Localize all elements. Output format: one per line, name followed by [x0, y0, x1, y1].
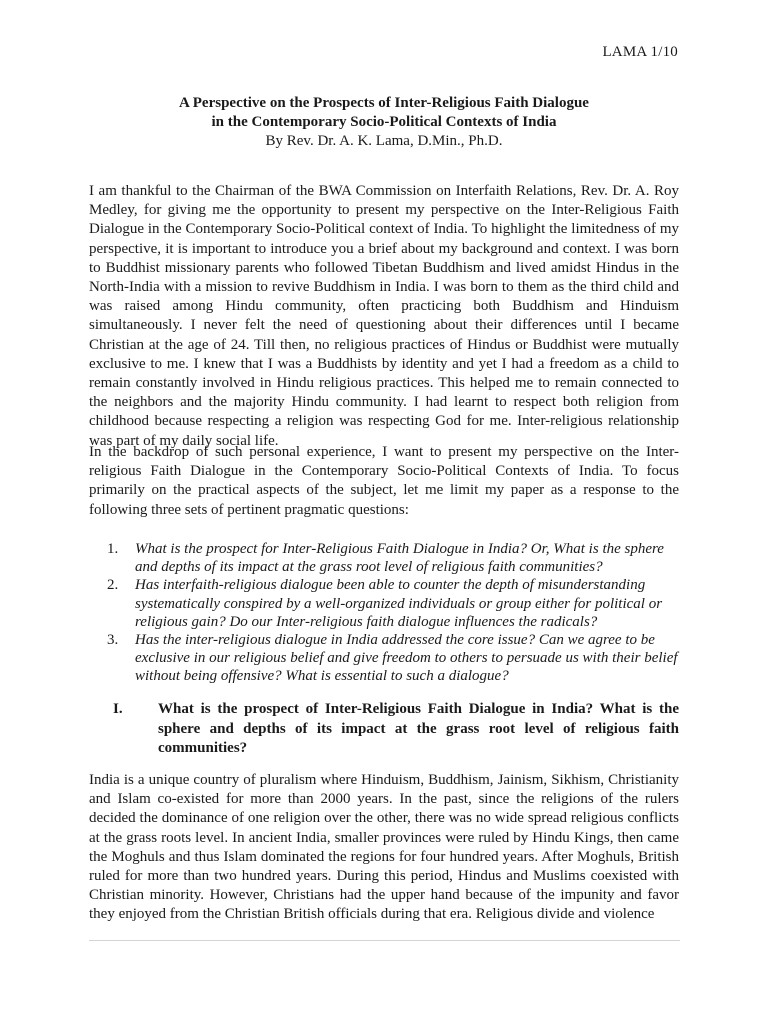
section-number: I.: [113, 701, 123, 717]
backdrop-paragraph: In the backdrop of such personal experience, I want to present my perspective on the Inter-religious Faith Dialogue in the Contemporary Socio-Political Contexts of India. To focus primarily on the practical aspects of the subject, let me limit my paper as a response to the following three sets of pertinent pragmatic questions:: [89, 444, 679, 518]
intro-paragraph: I am thankful to the Chairman of the BWA Commission on Interfaith Relations, Rev. Dr. A. Roy Medley, for giving me the opportunity to present my perspective on the Inter-Religious Faith Dialogue in the Contemporary Socio-Political context of India. To highlight the limitedness of my perspective, it is important to introduce you a brief about my background and context. I was born to Buddhist missionary parents who followed Tibetan Buddhism and lived amidst Hindus in the North-India with a mission to revive Buddhism in India. I was born to them as the third child and was raised among Hindu community, often practicing both Buddhism and Hinduism simultaneously. I never felt the need of questioning about their differences until I became Christian at the age of 24. Till then, no religious practices of Hindus or Buddhist were mutually exclusive to me. I knew that I was a Buddhists by identity and yet I had a freedom as a child to remain constantly involved in Hindu religious practices. This helped me to remain connected to the neighbors and the majority Hindu community. I had learnt to respect both religion from childhood because respecting a religion was respecting God for me. Inter-religious relationship was part of my daily social life.: [89, 183, 679, 449]
question-item: [107, 631, 679, 686]
title-block: [0, 94, 768, 151]
question-text: Has the inter-religious dialogue in India addressed the core issue? Can we agree to be exclusive in our religious belief and give freedom to others to persuade us with their belief without being offensive? What is essential to such a dialogue?: [135, 632, 678, 685]
question-text: What is the prospect for Inter-Religious Faith Dialogue in India? Or, What is the sphere and depths of its impact at the grass root level of religious faith communities?: [135, 541, 664, 576]
question-item: [107, 576, 679, 631]
title-line-1: A Perspective on the Prospects of Inter-Religious Faith Dialogue: [179, 95, 589, 111]
question-item: [107, 540, 679, 576]
question-number: 1.: [107, 541, 119, 557]
question-text: Has interfaith-religious dialogue been able to counter the depth of misunderstanding systematically conspired by a well-organized individuals or group either for political or religious gain? Do our Inter-religious faith dialogue influences the radicals?: [135, 577, 663, 630]
section-title: What is the prospect of Inter-Religious Faith Dialogue in India? What is the sphere and depths of its impact at the grass root level of religious faith communities?: [158, 701, 679, 756]
question-number: 3.: [107, 632, 119, 649]
section-heading: [113, 700, 679, 759]
section1-paragraph: India is a unique country of pluralism where Hinduism, Buddhism, Jainism, Sikhism, Christianity and Islam co-existed for more than 2000 years. In the past, since the religions of the rulers decided the dominance of one religion over the other, there was no wide spread religious conflicts at the grass roots level. In ancient India, smaller provinces were ruled by Hindu Kings, then came the Moghuls and thus Islam dominated the regions for four hundred years. After Moghuls, British ruled for more than two hundred years. During this period, Hindus and Muslims coexisted with Christian minority. However, Christians had the upper hand because of the impunity and favor they enjoyed from the Christian British officials during that era. Religious divide and violence: [89, 772, 679, 923]
question-number: 2.: [107, 577, 119, 594]
questions-list: [107, 540, 679, 686]
byline: By Rev. Dr. A. K. Lama, D.Min., Ph.D.: [265, 133, 503, 149]
page-header: LAMA 1/10: [602, 44, 678, 60]
page-divider: [89, 940, 680, 941]
title-line-2: in the Contemporary Socio-Political Contexts of India: [211, 114, 557, 130]
